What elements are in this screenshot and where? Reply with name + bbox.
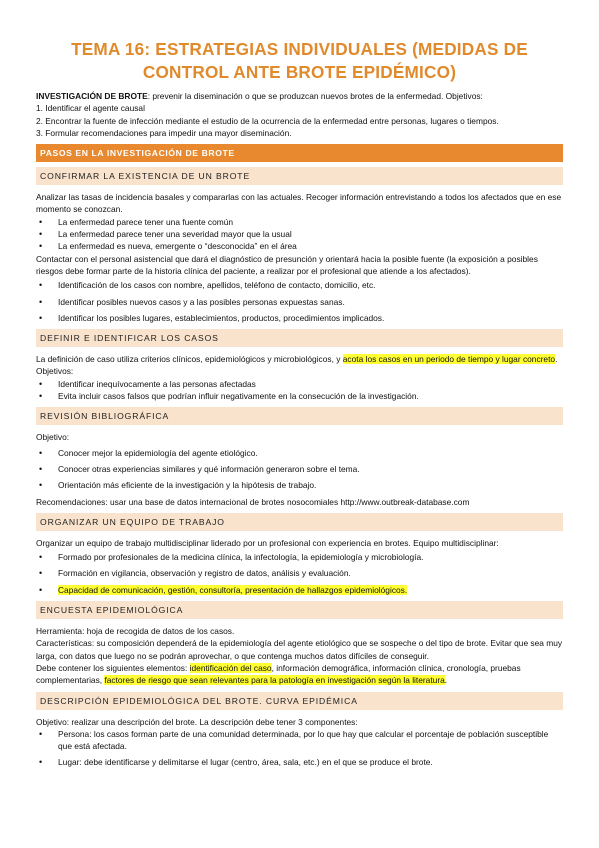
paragraph: Características: su composición dependerá de la epidemiología del agente etiológico que se sospeche o del tipo de brote. Evitar que sea muy larga, con datos que luego no se podrán aprovechar, o que contenga muchos datos difíciles de conseguir. xyxy=(36,638,563,661)
list-item xyxy=(36,584,563,596)
highlighted-text: acota los casos en un periodo de tiempo y lugar concreto xyxy=(342,354,556,365)
list-item: • Formado por profesionales de la medicina clínica, la infectología, la epidemiología y microbiología. xyxy=(36,551,563,563)
highlighted-text: factores de riesgo que sean relevantes para la patología en investigación según la literatura xyxy=(104,675,445,686)
section-heading-equipo: ORGANIZAR UN EQUIPO DE TRABAJO xyxy=(36,513,563,531)
bullet-list xyxy=(36,447,563,492)
list-item: • Identificar posibles nuevos casos y a las posibles personas expuestas sanas. xyxy=(36,296,563,308)
intro-item: 3. Formular recomendaciones para impedir una mayor diseminación. xyxy=(36,127,292,138)
paragraph: La definición de caso utiliza criterios clínicos, epidemiológicos y microbiológicos, y acota los casos en un periodo de tiempo y lugar concreto. Objetivos: xyxy=(36,354,558,377)
recommendation-note: Recomendaciones: usar una base de datos internacional de brotes nosocomiales http://www.outbreak-database.com xyxy=(36,496,470,507)
intro-item: 1. Identificar el agente causal xyxy=(36,103,145,114)
list-item: • Persona: los casos forman parte de una comunidad determinada, por lo que hay que calcular el porcentaje de población susceptible que está afectada. xyxy=(36,728,563,753)
paragraph: Analizar las tasas de incidencia basales y compararlas con las actuales. Recoger información entrevistando a todos los afectados que en ese momento se conozcan. xyxy=(36,192,562,215)
bullet-list xyxy=(36,551,563,596)
list-item: • Identificación de los casos con nombre, apellidos, teléfono de contacto, domicilio, etc. xyxy=(36,279,563,291)
paragraph: Objetivo: xyxy=(36,432,70,443)
section-heading-descripcion: DESCRIPCIÓN EPIDEMIOLÓGICA DEL BROTE. CURVA EPIDÉMICA xyxy=(36,692,563,710)
paragraph: Contactar con el personal asistencial que dará el diagnóstico de presunción y orientará hacia la posible fuente (la exposición a posibles riesgos debe formar parte de la historia clínica del paciente, a realizar por el profesional que atiende a los afectados). xyxy=(36,253,538,276)
list-item: • Formación en vigilancia, observación y registro de datos, análisis y evaluación. xyxy=(36,567,563,579)
bullet-list xyxy=(36,279,563,324)
bullet-list xyxy=(36,378,563,403)
section-heading-revision: REVISIÓN BIBLIOGRÁFICA xyxy=(36,407,563,425)
intro-block xyxy=(36,90,563,139)
paragraph: Organizar un equipo de trabajo multidisciplinar liderado por un profesional con experiencia en brotes. Equipo multidisciplinar: xyxy=(36,537,499,548)
list-item: • Lugar: debe identificarse y delimitarse el lugar (centro, área, sala, etc.) en el que se produce el brote. xyxy=(36,756,563,768)
page-title: TEMA 16: ESTRATEGIAS INDIVIDUALES (MEDIDAS DE CONTROL ANTE BROTE EPIDÉMICO) xyxy=(71,39,528,82)
bullet-list xyxy=(36,216,563,253)
paragraph: Herramienta: hoja de recogida de datos de los casos. xyxy=(36,626,235,637)
section-heading-confirmar: CONFIRMAR LA EXISTENCIA DE UN BROTE xyxy=(36,167,563,185)
list-item: • Conocer otras experiencias similares y qué información generaron sobre el tema. xyxy=(36,463,563,475)
highlighted-text: Capacidad de comunicación, gestión, consultoría, presentación de hallazgos epidemiológicos. xyxy=(58,584,408,595)
paragraph: Debe contener los siguientes elementos: identificación del caso, información demográfica, información clínica, cronología, pruebas complementarias, factores de riesgo que sean relevantes para la patología en investigación según la literatura. xyxy=(36,662,521,686)
list-item: • La enfermedad parece tener una fuente común xyxy=(36,216,563,228)
section-heading-definir: DEFINIR E IDENTIFICAR LOS CASOS xyxy=(36,329,563,347)
bullet-list xyxy=(36,728,563,769)
list-item: • Conocer mejor la epidemiología del agente etiológico. xyxy=(36,447,563,459)
intro-text: INVESTIGACIÓN DE BROTE: prevenir la diseminación o que se produzcan nuevos brotes de la enfermedad. Objetivos: xyxy=(36,91,483,101)
list-item: • Orientación más eficiente de la investigación y la hipótesis de trabajo. xyxy=(36,479,563,491)
list-item: • Identificar los posibles lugares, establecimientos, productos, procedimientos implicados. xyxy=(36,312,563,324)
highlighted-text: identificación del caso xyxy=(189,662,272,673)
list-item: • La enfermedad es nueva, emergente o “desconocida” en el área xyxy=(36,240,563,252)
list-item: • Evita incluir casos falsos que podrían influir negativamente en la consecución de la investigación. xyxy=(36,390,563,402)
intro-item: 2. Encontrar la fuente de infección mediante el estudio de la ocurrencia de la enfermedad entre personas, lugares o tiempos. xyxy=(36,115,499,126)
main-section-heading: PASOS EN LA INVESTIGACIÓN DE BROTE xyxy=(36,144,563,162)
list-item: • La enfermedad parece tener una severidad mayor que la usual xyxy=(36,228,563,240)
paragraph: Objetivo: realizar una descripción del brote. La descripción debe tener 3 componentes: xyxy=(36,716,358,727)
section-heading-encuesta: ENCUESTA EPIDEMIOLÓGICA xyxy=(36,601,563,619)
list-item: • Identificar inequívocamente a las personas afectadas xyxy=(36,378,563,390)
intro-label: INVESTIGACIÓN DE BROTE xyxy=(36,91,148,101)
